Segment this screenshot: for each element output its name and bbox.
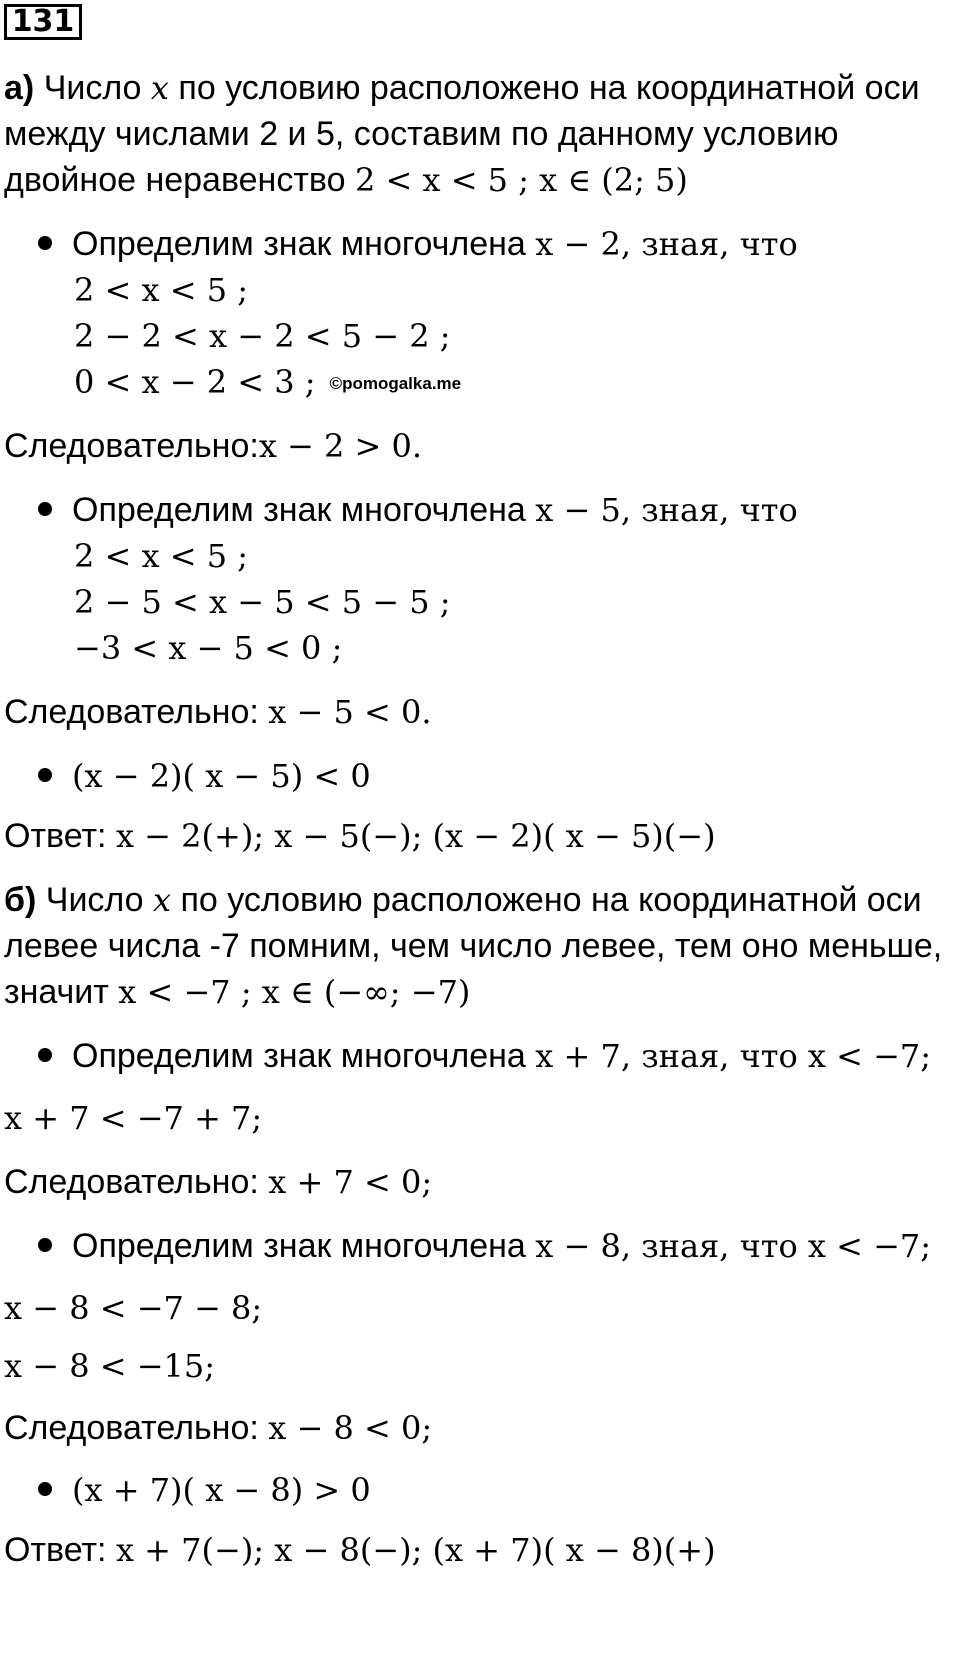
bullet-icon [38,236,52,250]
part-a-b2-line-3: −3 < x − 5 < 0 ; [74,629,343,667]
part-a-label: а) [4,69,35,107]
part-a-bullet-2: Определим знак многочлена x − 5, зная, что [38,490,798,530]
part-b-intro-2: левее числа -7 помним, чем число левее, тем оно меньше, [4,927,943,965]
part-a-b1-line-1: 2 < x < 5 ; [74,271,249,309]
problem-number: 131 [4,4,82,40]
part-b-line-3: x − 8 < −15; [4,1347,216,1385]
part-b-bullet-3: (x + 7)( x − 8) > 0 [38,1470,371,1510]
part-a-inequality: 2 < x < 5 ; x ∈ (2; 5) [354,161,688,199]
part-a-intro-1: а) Число x по условию расположено на координатной оси [4,69,920,107]
part-b-conclusion-1: Следовательно: x + 7 < 0; [4,1163,433,1201]
part-a-intro-2: между числами 2 и 5, составим по данному условию [4,115,839,153]
part-a-b2-line-2: 2 − 5 < x − 5 < 5 − 5 ; [74,583,451,621]
watermark: ©pomogalka.me [329,374,462,394]
part-a-b1-line-2: 2 − 2 < x − 2 < 5 − 2 ; [74,317,451,355]
part-b-label: б) [4,881,37,919]
part-b-intro-1: б) Число x по условию расположено на координатной оси [4,881,922,919]
part-a-answer: Ответ: x − 2(+); x − 5(−); (x − 2)( x − 5)(−) [4,817,716,855]
part-b-conclusion-2: Следовательно: x − 8 < 0; [4,1409,433,1447]
part-a-b1-line-3: 0 < x − 2 < 3 ; ©pomogalka.me [74,363,462,401]
part-b-answer: Ответ: x + 7(−); x − 8(−); (x + 7)( x − 8)(+) [4,1531,716,1569]
part-b-bullet-1: Определим знак многочлена x + 7, зная, что x < −7; [38,1036,931,1076]
part-a-intro-3: двойное неравенство 2 < x < 5 ; x ∈ (2; 5) [4,161,688,199]
bullet-icon [38,1482,52,1496]
part-a-bullet-3: (x − 2)( x − 5) < 0 [38,756,371,796]
part-b-line-2: x − 8 < −7 − 8; [4,1289,263,1327]
part-a-conclusion-1: Следовательно:x − 2 > 0. [4,427,423,465]
bullet-icon [38,1238,52,1252]
bullet-icon [38,768,52,782]
part-b-line-1: x + 7 < −7 + 7; [4,1099,263,1137]
part-a-conclusion-2: Следовательно: x − 5 < 0. [4,693,432,731]
part-a-bullet-1: Определим знак многочлена x − 2, зная, что [38,224,798,264]
bullet-icon [38,502,52,516]
bullet-icon [38,1048,52,1062]
part-b-intro-3: значит x < −7 ; x ∈ (−∞; −7) [4,973,471,1011]
part-a-b2-line-1: 2 < x < 5 ; [74,537,249,575]
part-b-inequality: x < −7 ; x ∈ (−∞; −7) [118,973,471,1011]
part-b-bullet-2: Определим знак многочлена x − 8, зная, что x < −7; [38,1226,931,1266]
